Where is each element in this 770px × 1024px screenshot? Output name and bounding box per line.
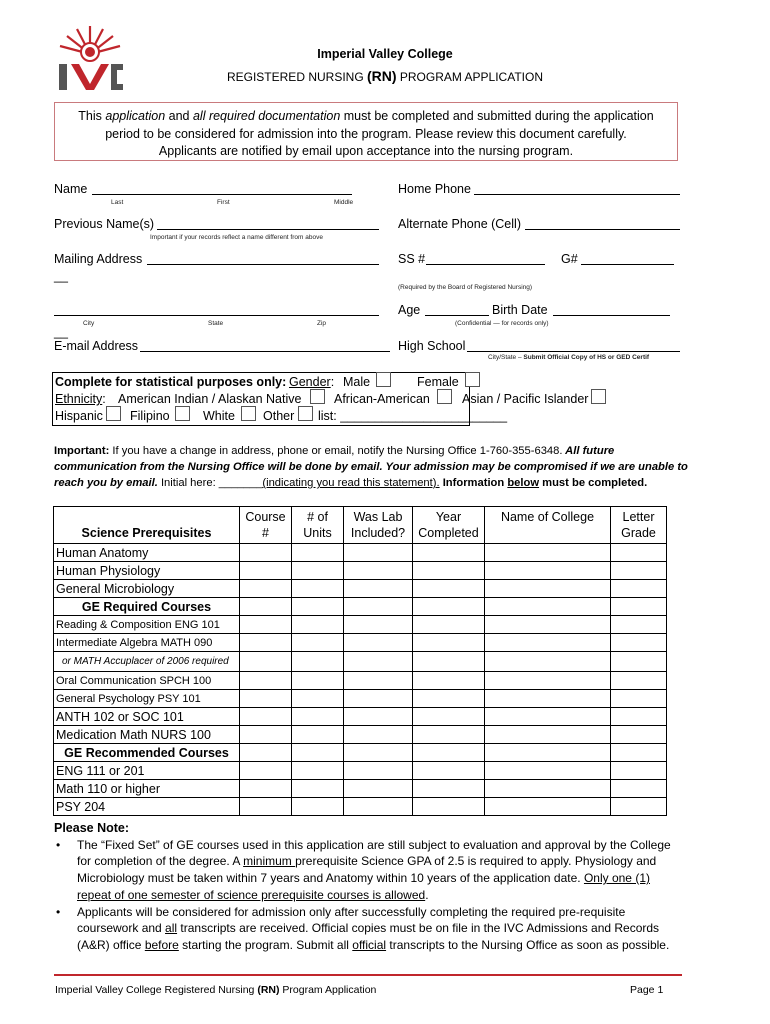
course-entry-cell[interactable] [344,580,413,598]
course-row [54,634,667,652]
course-entry-cell[interactable] [344,708,413,726]
male-checkbox[interactable] [376,372,391,387]
white-checkbox[interactable] [241,406,256,421]
section-header-row [54,744,667,762]
course-name: or MATH Accuplacer of 2006 required [54,652,240,672]
course-entry-cell [240,598,292,616]
course-name: Medication Math NURS 100 [54,726,240,744]
course-entry-cell[interactable] [485,616,611,634]
state-label: State [208,320,224,327]
footer-rule [54,974,682,976]
course-entry-cell[interactable] [292,798,344,816]
footer-title: Imperial Valley College Registered Nursing (RN) Program Application [55,984,377,996]
course-entry-cell[interactable] [240,562,292,580]
course-entry-cell[interactable] [485,672,611,690]
important-line-1: Important: If you have a change in address, phone or email, notify the Nursing Office 1-760-355-6348. All future [54,445,615,457]
ss-hint: (Required by the Board of Registered Nursing) [398,284,533,291]
course-entry-cell[interactable] [292,652,344,672]
course-name: Human Physiology [54,562,240,580]
high-school-hint: City/State – Submit Official Copy of HS or GED Certif [488,354,650,361]
course-entry-cell [292,598,344,616]
course-entry-cell[interactable] [240,780,292,798]
american-indian-checkbox[interactable] [310,389,325,404]
course-entry-cell[interactable] [413,726,485,744]
email-input[interactable] [140,351,390,352]
course-entry-cell [344,598,413,616]
course-entry-cell[interactable] [611,672,667,690]
prerequisite-table [53,506,667,816]
note-1-line-4: repeat of one semester of science prerequisite courses is allowed. [77,888,429,902]
header-college-name: Name of College [485,507,611,544]
course-entry-cell [240,744,292,762]
intro-line-3: Applicants are notified by email upon acceptance into the nursing program. [158,144,574,158]
course-entry-cell [344,744,413,762]
course-name: PSY 204 [54,798,240,816]
course-entry-cell[interactable] [292,672,344,690]
header-lab-included: Was Lab Included? [344,507,413,544]
course-entry-cell[interactable] [344,762,413,780]
intro-line-1: This application and all required documentation must be completed and submitted during the application [78,109,654,123]
ss-label: SS # [398,252,426,266]
asian-label: Asian / Pacific Islander [462,392,589,406]
course-entry-cell[interactable] [292,634,344,652]
name-label: Name [54,182,88,196]
course-row [54,690,667,708]
course-entry-cell[interactable] [344,726,413,744]
hispanic-checkbox[interactable] [106,406,121,421]
course-entry-cell[interactable] [344,690,413,708]
note-1-line-3: Microbiology must be taken within 7 years and Anatomy within 10 years of the application date. Only one (1) [77,871,650,885]
header-year-completed: Year Completed [413,507,485,544]
other-label: Other [263,409,295,423]
course-row [54,672,667,690]
course-entry-cell[interactable] [292,780,344,798]
course-entry-cell[interactable] [485,652,611,672]
course-entry-cell[interactable] [413,616,485,634]
mailing-address-label: Mailing Address [54,252,143,266]
zip-label: Zip [317,320,327,327]
g-number-label: G# [561,252,578,266]
course-row [54,580,667,598]
course-entry-cell[interactable] [413,762,485,780]
home-phone-input[interactable] [474,194,680,195]
course-name: GE Required Courses [54,598,240,616]
birth-date-hint: (Confidential — for records only) [455,320,549,327]
course-entry-cell[interactable] [344,562,413,580]
course-row [54,780,667,798]
email-label: E-mail Address [54,339,139,353]
city-label: City [83,320,95,327]
high-school-label: High School [398,339,466,353]
application-title: REGISTERED NURSING (RN) PROGRAM APPLICATION [226,68,544,84]
course-entry-cell[interactable] [611,708,667,726]
college-name: Imperial Valley College [317,47,453,61]
course-entry-cell[interactable] [292,562,344,580]
course-entry-cell[interactable] [344,616,413,634]
bullet-2: • [56,905,61,919]
course-name: Reading & Composition ENG 101 [54,616,240,634]
american-indian-label: American Indian / Alaskan Native [118,392,302,406]
course-entry-cell[interactable] [240,544,292,562]
previous-names-label: Previous Name(s) [54,217,155,231]
ss-input[interactable] [426,264,545,265]
age-label: Age [398,303,421,317]
course-entry-cell[interactable] [485,544,611,562]
course-row [54,726,667,744]
course-entry-cell[interactable] [240,690,292,708]
course-entry-cell[interactable] [485,690,611,708]
alt-phone-label: Alternate Phone (Cell) [398,217,521,231]
female-checkbox[interactable] [465,372,480,387]
course-row [54,544,667,562]
note-1-line-1: The “Fixed Set” of GE courses used in this application are still subject to evaluation and approval by the College [77,838,671,852]
course-entry-cell[interactable] [344,798,413,816]
course-entry-cell[interactable] [292,726,344,744]
header-letter-grade: Letter Grade [611,507,667,544]
course-row [54,652,667,672]
notes-heading: Please Note: [54,821,130,835]
course-entry-cell[interactable] [413,544,485,562]
white-label: White [203,409,235,423]
note-2-line-2: coursework and all transcripts are received. Official copies must be on file in the IVC Admissions and Records [77,921,660,935]
course-entry-cell[interactable] [611,762,667,780]
course-entry-cell[interactable] [611,780,667,798]
previous-names-hint: Important if your records reflect a name different from above [150,234,323,241]
course-name: Math 110 or higher [54,780,240,798]
course-entry-cell[interactable] [240,798,292,816]
course-entry-cell[interactable] [413,780,485,798]
course-entry-cell[interactable] [292,690,344,708]
course-entry-cell [292,744,344,762]
african-american-checkbox[interactable] [437,389,452,404]
course-entry-cell [485,744,611,762]
course-entry-cell[interactable] [344,672,413,690]
previous-names-input[interactable] [157,229,379,230]
course-entry-cell[interactable] [344,634,413,652]
page-number: Page 1 [630,984,664,996]
course-entry-cell[interactable] [292,544,344,562]
stats-heading: Complete for statistical purposes only: [55,375,287,389]
course-entry-cell[interactable] [485,762,611,780]
course-entry-cell [413,744,485,762]
course-entry-cell[interactable] [611,616,667,634]
age-input[interactable] [425,315,489,316]
course-entry-cell[interactable] [611,726,667,744]
course-entry-cell[interactable] [240,762,292,780]
course-entry-cell[interactable] [611,798,667,816]
city-dash: __ [54,325,68,339]
course-entry-cell[interactable] [485,634,611,652]
course-row [54,798,667,816]
hispanic-label: Hispanic [55,409,103,423]
gender-label: Gender: [289,375,335,389]
filipino-label: Filipino [130,409,170,423]
course-entry-cell[interactable] [611,544,667,562]
course-entry-cell[interactable] [240,726,292,744]
name-input[interactable] [92,194,352,195]
course-entry-cell[interactable] [485,798,611,816]
high-school-input[interactable] [467,351,680,352]
course-name: ANTH 102 or SOC 101 [54,708,240,726]
course-entry-cell[interactable] [413,562,485,580]
course-entry-cell[interactable] [485,562,611,580]
course-row [54,762,667,780]
header-units: # of Units [292,507,344,544]
course-entry-cell[interactable] [485,580,611,598]
course-entry-cell [611,598,667,616]
alt-phone-input[interactable] [525,229,680,230]
home-phone-label: Home Phone [398,182,471,196]
first-label: First [217,199,230,206]
asian-checkbox[interactable] [591,389,606,404]
header-course-number: Course # [240,507,292,544]
course-name: Intermediate Algebra MATH 090 [54,634,240,652]
course-entry-cell[interactable] [611,690,667,708]
course-entry-cell [485,598,611,616]
mailing-address-input[interactable] [147,264,379,265]
course-entry-cell [611,744,667,762]
course-entry-cell[interactable] [413,580,485,598]
course-entry-cell[interactable] [611,580,667,598]
course-entry-cell[interactable] [413,652,485,672]
course-entry-cell[interactable] [611,652,667,672]
course-row [54,562,667,580]
course-name: General Psychology PSY 101 [54,690,240,708]
other-list-field[interactable]: list: ________________________ [318,409,508,423]
initial-field[interactable]: _______ [218,477,263,489]
bullet-1: • [56,838,61,852]
course-entry-cell[interactable] [344,544,413,562]
note-1-line-2: for completion of the degree. A minimum prerequisite Science GPA of 2.5 is required to apply. Physiology and [77,854,657,868]
course-entry-cell[interactable] [413,708,485,726]
section-header-row [54,598,667,616]
course-entry-cell[interactable] [344,652,413,672]
course-entry-cell[interactable] [413,634,485,652]
course-entry-cell[interactable] [611,562,667,580]
last-label: Last [111,199,124,206]
course-entry-cell[interactable] [413,672,485,690]
note-2-line-1: Applicants will be considered for admission only after successfully completing the required pre-requisite [77,905,626,919]
birth-date-label: Birth Date [492,303,548,317]
course-entry-cell[interactable] [413,798,485,816]
course-name: GE Recommended Courses [54,744,240,762]
course-entry-cell[interactable] [240,672,292,690]
course-name: Human Anatomy [54,544,240,562]
course-entry-cell[interactable] [292,580,344,598]
city-state-zip-input[interactable] [54,315,379,316]
mailing-dash: __ [54,269,68,283]
african-american-label: African-American [334,392,430,406]
course-entry-cell[interactable] [485,708,611,726]
important-line-2: communication from the Nursing Office will be done by email. Your admission may be compromised if we are unable to [54,461,688,473]
filipino-checkbox[interactable] [175,406,190,421]
g-number-input[interactable] [581,264,674,265]
note-2-line-3: (A&R) office before starting the program. Submit all official transcripts to the Nursing Office as soon as possible. [77,938,670,952]
birth-date-input[interactable] [553,315,670,316]
course-entry-cell[interactable] [485,780,611,798]
course-entry-cell[interactable] [240,708,292,726]
course-entry-cell[interactable] [413,690,485,708]
course-entry-cell[interactable] [240,580,292,598]
other-checkbox[interactable] [298,406,313,421]
middle-label: Middle [334,199,354,206]
intro-line-2: period to be considered for admission into the program. Please review this document carefully. [105,127,627,141]
male-label: Male [343,375,371,389]
important-line-3: reach you by email. Initial here: _______(indicating you read this statement). Information below must be completed. [54,477,648,489]
female-label: Female [417,375,459,389]
course-name: ENG 111 or 201 [54,762,240,780]
course-entry-cell[interactable] [485,726,611,744]
course-entry-cell[interactable] [611,634,667,652]
course-row [54,708,667,726]
course-entry-cell[interactable] [240,634,292,652]
course-entry-cell[interactable] [240,652,292,672]
course-name: General Microbiology [54,580,240,598]
course-name: Oral Communication SPCH 100 [54,672,240,690]
course-row [54,616,667,634]
course-entry-cell[interactable] [292,762,344,780]
course-entry-cell [413,598,485,616]
course-entry-cell[interactable] [240,616,292,634]
course-entry-cell[interactable] [292,708,344,726]
ethnicity-label: Ethnicity: [55,392,106,406]
course-entry-cell[interactable] [344,780,413,798]
course-entry-cell[interactable] [292,616,344,634]
header-science-prerequisites: Science Prerequisites [54,507,240,544]
